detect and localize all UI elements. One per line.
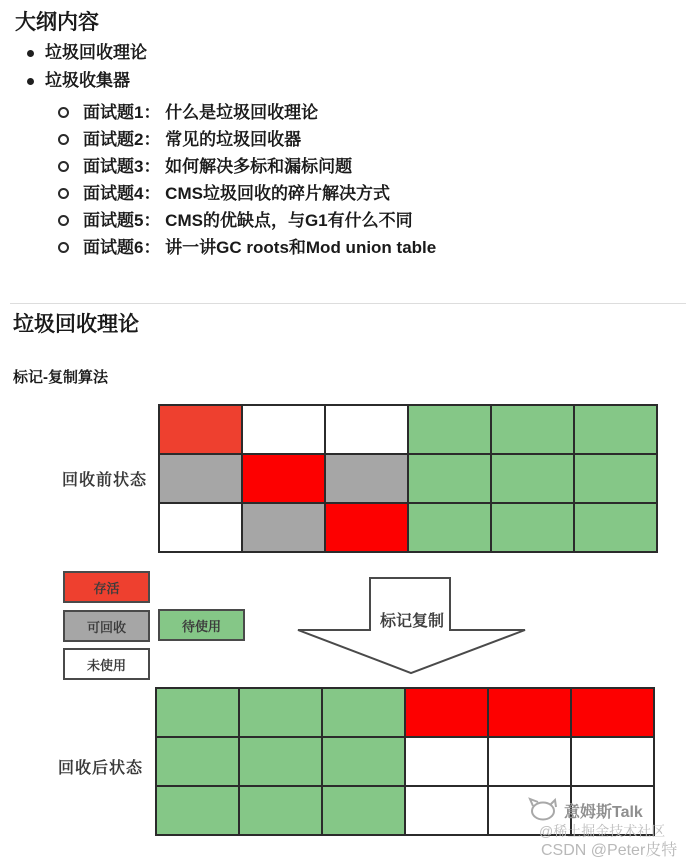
page-title: 大纲内容 (15, 11, 99, 34)
list-item (0, 99, 693, 126)
memory-cell-unused (243, 406, 324, 453)
memory-cell-alive (326, 504, 407, 551)
question-label: 面试题4： CMS垃圾回收的碎片解决方式 (83, 184, 390, 203)
memory-cell-alive_bright (160, 406, 241, 453)
list-item (0, 180, 693, 207)
memory-cell-unused (326, 406, 407, 453)
memory-cell-unused (406, 738, 487, 785)
memory-cell-ready (575, 455, 656, 502)
memory-cell-ready (240, 738, 321, 785)
section-heading: 垃圾回收理论 (13, 313, 139, 336)
legend-alive (63, 571, 150, 603)
before-state-label: 回收前状态 (62, 472, 148, 489)
list-item (0, 234, 693, 261)
bullet-dot-icon (27, 78, 34, 85)
legend-ready-label: 待使用 (181, 618, 221, 634)
legend-recyclable (63, 610, 150, 642)
memory-cell-ready (575, 504, 656, 551)
bullet-dot-icon (27, 50, 34, 57)
legend-unused-label: 未使用 (86, 657, 126, 673)
memory-cell-recyclable (160, 455, 241, 502)
memory-cell-recyclable (326, 455, 407, 502)
watermark-line3: CSDN @Peter皮特 (541, 842, 678, 859)
memory-cell-alive (572, 689, 653, 736)
question-label: 面试题5： CMS的优缺点，与G1有什么不同 (83, 211, 413, 230)
outline-list (0, 39, 693, 95)
question-label: 面试题6： 讲一讲GC roots和Mod union table (83, 238, 437, 257)
memory-cell-ready (240, 689, 321, 736)
legend-ready (158, 609, 245, 641)
watermark-logo-icon (526, 797, 560, 821)
memory-cell-unused (489, 738, 570, 785)
memory-cell-ready (323, 689, 404, 736)
list-item (0, 67, 693, 95)
question-label: 面试题3： 如何解决多标和漏标问题 (83, 157, 353, 176)
question-label: 面试题1： 什么是垃圾回收理论 (83, 103, 319, 122)
memory-cell-alive (489, 689, 570, 736)
memory-cell-ready (323, 787, 404, 834)
section-divider (10, 303, 686, 304)
memory-cell-alive (243, 455, 324, 502)
memory-cell-ready (157, 738, 238, 785)
watermark-line1: 意姆斯Talk (564, 804, 643, 821)
list-item (0, 126, 693, 153)
memory-cell-ready (157, 689, 238, 736)
legend-alive-label: 存活 (93, 580, 120, 596)
before-state-grid (158, 404, 658, 553)
list-item-label: 垃圾回收理论 (45, 43, 147, 62)
memory-cell-ready (409, 455, 490, 502)
bullet-circle-icon (58, 134, 69, 145)
list-item (0, 153, 693, 180)
memory-cell-ready (492, 455, 573, 502)
list-item (0, 39, 693, 67)
memory-cell-ready (409, 504, 490, 551)
section-subheading: 标记-复制算法 (13, 369, 108, 386)
memory-cell-ready (157, 787, 238, 834)
legend-recyclable-label: 可回收 (86, 619, 126, 635)
bullet-circle-icon (58, 188, 69, 199)
question-list (0, 99, 693, 261)
legend-unused (63, 648, 150, 680)
bullet-circle-icon (58, 107, 69, 118)
memory-cell-ready (323, 738, 404, 785)
watermark-line2: @稀土掘金技术社区 (539, 823, 666, 839)
memory-cell-unused (406, 787, 487, 834)
bullet-circle-icon (58, 161, 69, 172)
memory-cell-recyclable (243, 504, 324, 551)
question-label: 面试题2： 常见的垃圾回收器 (83, 130, 302, 149)
memory-cell-ready (575, 406, 656, 453)
memory-cell-unused (572, 738, 653, 785)
arrow-label: 标记复制 (379, 613, 445, 630)
memory-cell-ready (240, 787, 321, 834)
bullet-circle-icon (58, 242, 69, 253)
memory-cell-alive (406, 689, 487, 736)
bullet-circle-icon (58, 215, 69, 226)
memory-cell-unused (160, 504, 241, 551)
list-item-label: 垃圾收集器 (45, 71, 130, 90)
memory-cell-ready (492, 504, 573, 551)
mark-copy-arrow-icon (290, 565, 535, 680)
memory-cell-ready (492, 406, 573, 453)
list-item (0, 207, 693, 234)
after-state-label: 回收后状态 (58, 760, 144, 777)
memory-cell-ready (409, 406, 490, 453)
